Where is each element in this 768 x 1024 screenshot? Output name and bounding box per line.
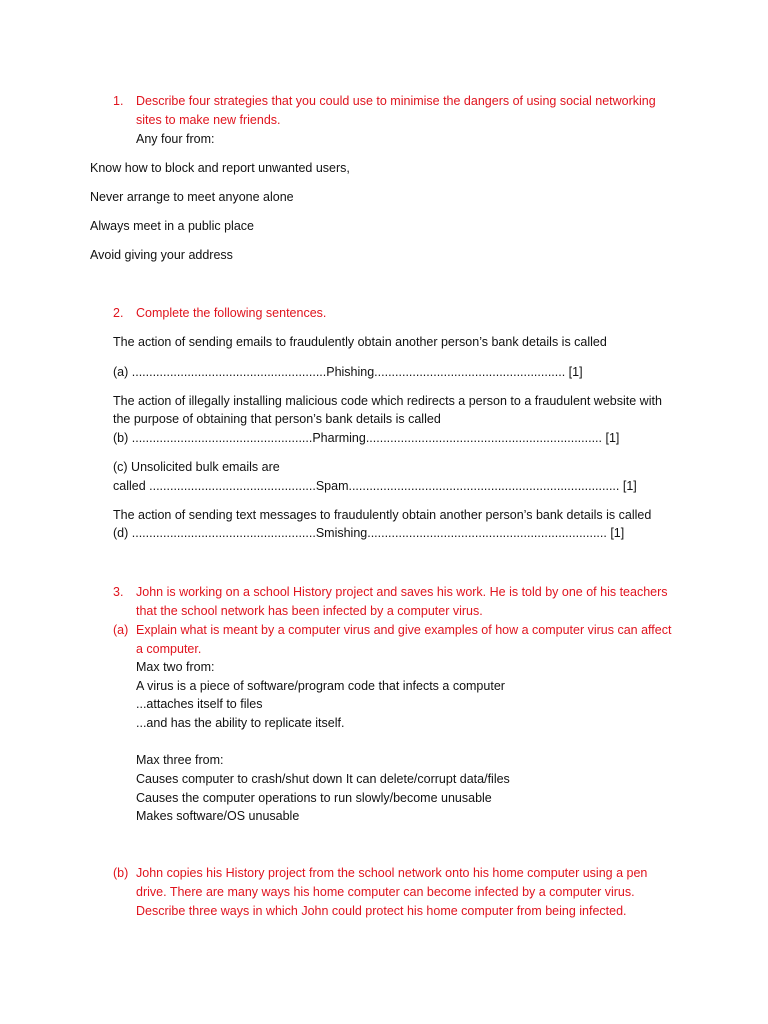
- answer-line: (b) ....................................................Pharming.................................................................... [1]: [113, 431, 620, 445]
- sentence-stem: The action of sending text messages to fraudulently obtain another person’s bank details is called: [113, 508, 652, 522]
- marking-instruction: Max three from:: [136, 753, 224, 767]
- sentence-stem: (c) Unsolicited bulk emails are: [113, 460, 280, 474]
- sentence-stem: the purpose of obtaining that person’s bank details is called: [113, 412, 441, 426]
- answer-line: Causes computer to crash/shut down It can delete/corrupt data/files: [136, 772, 510, 786]
- part-label: (b): [113, 866, 129, 880]
- answer-line: Avoid giving your address: [90, 248, 233, 262]
- answer-line: Causes the computer operations to run slowly/become unusable: [136, 791, 492, 805]
- question-number: 3.: [113, 585, 124, 599]
- answer-line: (a) ........................................................Phishing....................................................... [1]: [113, 365, 583, 379]
- marking-instruction: Max two from:: [136, 660, 215, 674]
- answer-line: A virus is a piece of software/program code that infects a computer: [136, 679, 505, 693]
- sentence-stem: The action of illegally installing malicious code which redirects a person to a fraudulent website with: [113, 394, 662, 408]
- answer-line: ...attaches itself to files: [136, 697, 263, 711]
- marking-instruction: Any four from:: [136, 132, 215, 146]
- answer-line: Never arrange to meet anyone alone: [90, 190, 294, 204]
- question-text: a computer.: [136, 642, 202, 656]
- question-number: 1.: [113, 94, 124, 108]
- question-text: Describe three ways in which John could protect his home computer from being infected.: [136, 904, 627, 918]
- question-text: John copies his History project from the school network onto his home computer using a pen: [136, 866, 648, 880]
- sentence-stem: The action of sending emails to fraudulently obtain another person’s bank details is called: [113, 335, 607, 349]
- answer-line: Makes software/OS unusable: [136, 809, 300, 823]
- question-text: drive. There are many ways his home computer can become infected by a computer virus.: [136, 885, 635, 899]
- answer-line: ...and has the ability to replicate itself.: [136, 716, 345, 730]
- question-text: John is working on a school History project and saves his work. He is told by one of his teachers: [136, 585, 668, 599]
- question-text: sites to make new friends.: [136, 113, 281, 127]
- question-number: 2.: [113, 306, 124, 320]
- question-text: Explain what is meant by a computer virus and give examples of how a computer virus can affect: [136, 623, 672, 637]
- answer-line: called ................................................Spam.............................................................................. [1]: [113, 479, 637, 493]
- question-text: Complete the following sentences.: [136, 306, 327, 320]
- part-label: (a): [113, 623, 129, 637]
- answer-line: Know how to block and report unwanted users,: [90, 161, 350, 175]
- answer-line: (d) .....................................................Smishing..................................................................... [1]: [113, 526, 625, 540]
- question-text: that the school network has been infected by a computer virus.: [136, 604, 483, 618]
- answer-line: Always meet in a public place: [90, 219, 254, 233]
- question-text: Describe four strategies that you could use to minimise the dangers of using social networking: [136, 94, 656, 108]
